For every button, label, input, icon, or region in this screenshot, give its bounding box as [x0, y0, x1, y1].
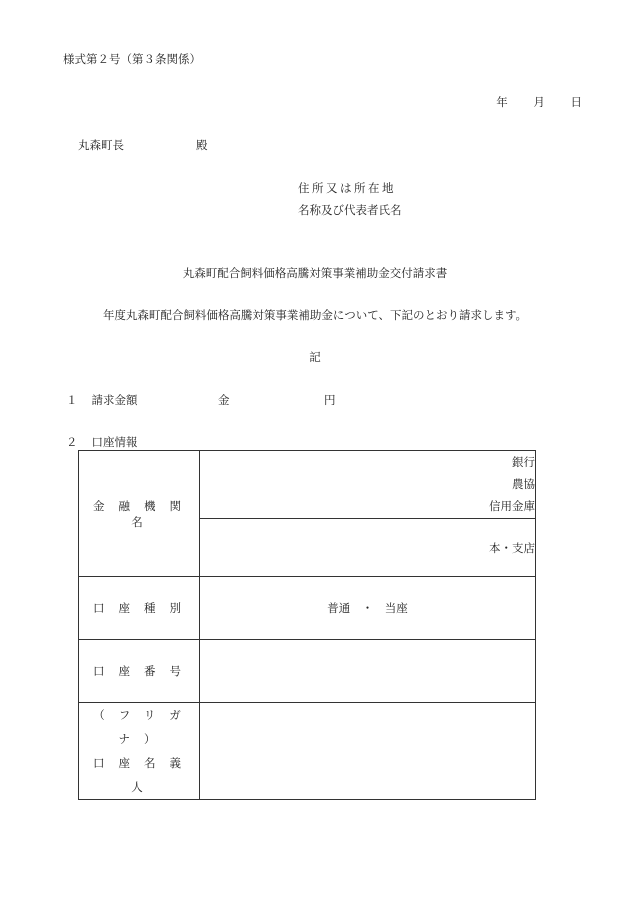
holder-label: 口座名義人: [93, 756, 195, 794]
ki-heading: 記: [309, 350, 321, 364]
item-claim-amount: [66, 392, 336, 408]
branch-label: 本・支店: [489, 540, 535, 555]
item2-number: ２: [66, 435, 78, 449]
document-title: 丸森町配合飼料価格高騰対策事業補助金交付請求書: [182, 266, 448, 280]
account-holder-label: [79, 703, 200, 800]
bank-type-shinkin: 信用金庫: [489, 499, 535, 513]
form-number: 様式第２号（第３条関係）: [63, 52, 201, 66]
item1-number: １: [66, 393, 78, 407]
account-holder-field[interactable]: [200, 703, 536, 800]
date-line: [474, 94, 582, 110]
bank-type-bank: 銀行: [512, 455, 535, 469]
account-table: [78, 450, 536, 800]
applicant-address-label: 住所又は所在地: [298, 181, 396, 195]
addressee-honorific: 殿: [196, 138, 208, 152]
document-body: 年度丸森町配合飼料価格高騰対策事業補助金について、下記のとおり請求します。: [102, 308, 528, 322]
date-day-label: 日: [570, 95, 582, 109]
item1-yen: 円: [324, 393, 336, 407]
bank-label: 金融機関名: [79, 451, 200, 577]
account-number-label: 口座番号: [79, 640, 200, 703]
bank-type-ja: 農協: [512, 477, 535, 491]
account-type-options: 普通 ・ 当座: [327, 601, 408, 615]
date-month-label: 月: [533, 95, 545, 109]
branch-field[interactable]: [200, 519, 536, 577]
item-account-info: [66, 434, 138, 450]
account-number-field[interactable]: [200, 640, 536, 703]
addressee-name: 丸森町長: [78, 138, 124, 152]
account-type-label: 口座種別: [79, 577, 200, 640]
furigana-label: （フリガナ）: [93, 708, 195, 746]
bank-name-field[interactable]: [200, 451, 536, 519]
item2-label: 口座情報: [91, 435, 138, 449]
item1-kin: 金: [218, 393, 230, 407]
applicant-name-label: 名称及び代表者氏名: [298, 203, 402, 217]
addressee: [78, 137, 208, 153]
item1-label: 請求金額: [91, 393, 138, 407]
date-year-label: 年: [496, 95, 508, 109]
account-type-field[interactable]: [200, 577, 536, 640]
